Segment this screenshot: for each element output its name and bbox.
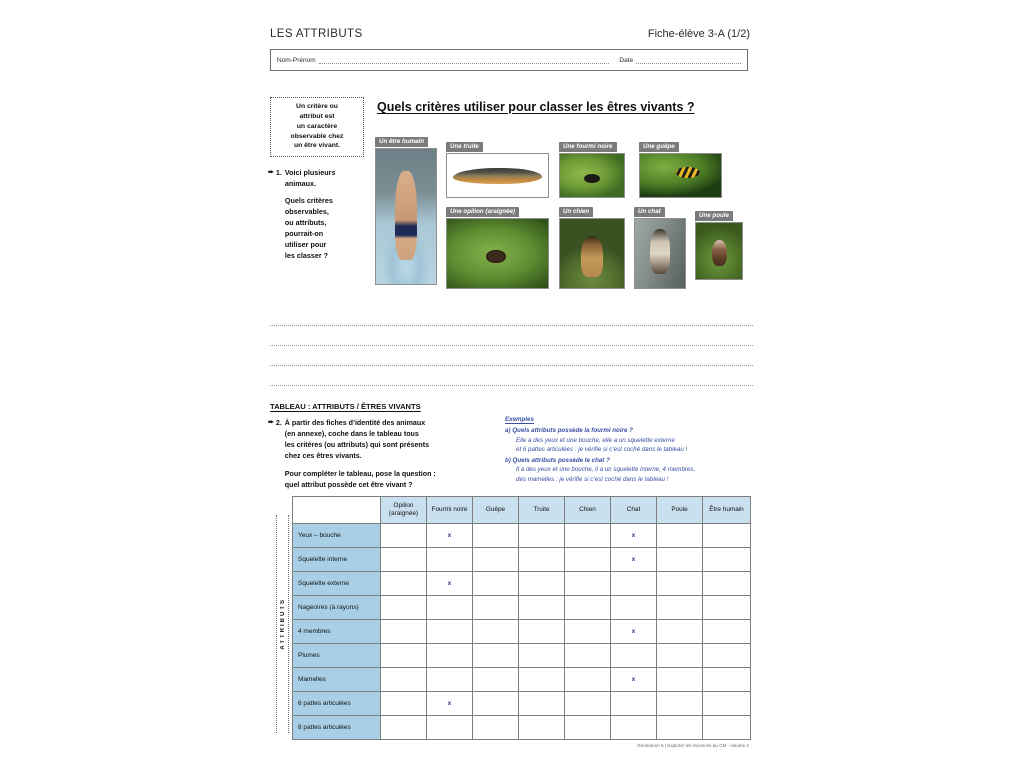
q2-line-5: Pour compléter le tableau, pose la question :	[284, 469, 436, 478]
table-cell[interactable]	[565, 548, 611, 572]
q1-line-8: les classer ?	[284, 250, 329, 260]
photo-image-cat	[634, 218, 686, 289]
table-header-row	[293, 497, 751, 524]
table-cell[interactable]	[657, 524, 703, 548]
table-row-header: Squelette externe	[293, 572, 381, 596]
table-cell[interactable]	[703, 716, 751, 740]
photo-label-trout: Une truite	[446, 142, 483, 152]
photo-label-cat: Un chat	[634, 207, 665, 217]
table-row	[293, 620, 751, 644]
attributes-table-body	[293, 524, 751, 740]
table-row	[293, 548, 751, 572]
q2-line-2: (en annexe), coche dans le tableau tous	[284, 429, 419, 438]
table-row-header: Squelette interne	[293, 548, 381, 572]
table-cell[interactable]	[657, 644, 703, 668]
table-cell[interactable]	[473, 620, 519, 644]
table-row-header: Plumes	[293, 644, 381, 668]
table-cell[interactable]	[381, 596, 427, 620]
table-row-header: Mamelles	[293, 668, 381, 692]
callout-line-4: observable chez	[290, 132, 344, 140]
table-cell[interactable]	[427, 548, 473, 572]
table-cell[interactable]	[473, 524, 519, 548]
table-cell[interactable]	[519, 572, 565, 596]
table-col-truite: Truite	[519, 497, 565, 524]
definition-callout	[270, 97, 364, 157]
table-cell-checked[interactable]: x	[427, 692, 473, 716]
answer-line-3[interactable]	[270, 346, 753, 366]
q2-line-6: quel attribut possède cet être vivant ?	[284, 480, 413, 489]
table-row	[293, 572, 751, 596]
example-a-answer-line-2: et 6 pattes articulées : je vérifie si c’est coché dans le tableau !	[516, 445, 688, 453]
table-cell[interactable]	[703, 668, 751, 692]
table-cell[interactable]	[427, 596, 473, 620]
table-cell[interactable]	[657, 548, 703, 572]
q1-line-4: observables,	[284, 206, 329, 216]
table-cell[interactable]	[381, 524, 427, 548]
photo-card-ant	[559, 135, 625, 198]
photo-card-cat	[634, 200, 686, 289]
table-row	[293, 644, 751, 668]
photo-label-wasp: Une guêpe	[639, 142, 679, 152]
table-cell[interactable]	[565, 644, 611, 668]
table-row-header: 8 pattes articulées	[293, 716, 381, 740]
photo-card-opilion	[446, 200, 549, 289]
table-cell[interactable]	[703, 524, 751, 548]
q1-line-5: ou attributs,	[284, 217, 327, 227]
table-cell[interactable]	[519, 716, 565, 740]
photo-card-hen	[695, 204, 743, 280]
table-cell[interactable]	[473, 548, 519, 572]
table-cell-checked[interactable]: x	[611, 524, 657, 548]
table-cell[interactable]	[703, 548, 751, 572]
examples-heading: Exemples	[505, 416, 534, 423]
table-cell[interactable]	[611, 716, 657, 740]
worksheet-page	[265, 0, 755, 768]
photo-label-ant: Une fourmi noire	[559, 142, 617, 152]
table-cell[interactable]	[565, 572, 611, 596]
table-cell[interactable]	[427, 716, 473, 740]
table-cell[interactable]	[381, 572, 427, 596]
example-b-answer-line-1: Il a des yeux et une bouche, il a un squelette interne, 4 membres,	[516, 466, 696, 474]
table-col-opilion: Opilion (araignée)	[381, 497, 427, 524]
table-cell[interactable]	[611, 644, 657, 668]
q1-line-7: utiliser pour	[284, 239, 327, 249]
table-cell[interactable]	[473, 668, 519, 692]
table-cell[interactable]	[473, 596, 519, 620]
example-b-answer-line-2: des mamelles : je vérifie si c’est coché dans le tableau !	[516, 475, 669, 483]
table-row-header: 6 pattes articulées	[293, 692, 381, 716]
photo-card-wasp	[639, 135, 722, 198]
table-col-poule: Poule	[657, 497, 703, 524]
table-cell-checked[interactable]: x	[427, 572, 473, 596]
callout-line-3: un caractère	[296, 122, 338, 130]
photo-image-hen	[695, 222, 743, 280]
photo-image-dog	[559, 218, 625, 289]
examples-block	[505, 415, 755, 484]
table-cell[interactable]	[657, 668, 703, 692]
table-cell[interactable]	[611, 692, 657, 716]
photo-label-hen: Une poule	[695, 211, 733, 221]
photo-image-trout	[446, 153, 549, 198]
photo-label-opilion: Une opilion (araignée)	[446, 207, 519, 217]
answer-line-2[interactable]	[270, 326, 753, 346]
photo-image-opilion	[446, 218, 549, 289]
q1-line-6: pourrait-on	[284, 228, 324, 238]
example-a-question: a) Quels attributs possède la fourmi noire ?	[505, 427, 633, 435]
table-cell[interactable]	[381, 716, 427, 740]
table-cell[interactable]	[519, 620, 565, 644]
table-cell[interactable]	[473, 692, 519, 716]
table-cell[interactable]	[427, 644, 473, 668]
question-1-number: 1.	[275, 168, 282, 177]
example-a-answer-line-1: Elle a des yeux et une bouche, elle a un squelette externe	[516, 436, 675, 444]
table-cell[interactable]	[473, 644, 519, 668]
student-identity-box	[270, 49, 748, 71]
table-cell[interactable]	[703, 644, 751, 668]
table-col-chien: Chien	[565, 497, 611, 524]
table-cell[interactable]	[519, 644, 565, 668]
table-cell[interactable]	[657, 596, 703, 620]
question-2-text	[285, 418, 436, 491]
table-cell[interactable]	[565, 524, 611, 548]
main-heading: Quels critères utiliser pour classer les êtres vivants ?	[377, 100, 695, 114]
photo-image-wasp	[639, 153, 722, 198]
table-cell-checked[interactable]: x	[427, 524, 473, 548]
table-cell[interactable]	[565, 620, 611, 644]
table-row	[293, 524, 751, 548]
table-cell[interactable]	[473, 572, 519, 596]
table-cell[interactable]	[565, 716, 611, 740]
table-cell[interactable]	[611, 572, 657, 596]
attributs-rail	[276, 515, 289, 733]
q1-line-3: Quels critères	[284, 195, 333, 205]
table-col-chat: Chat	[611, 497, 657, 524]
table-cell[interactable]	[703, 596, 751, 620]
table-cell[interactable]	[657, 716, 703, 740]
table-cell[interactable]	[427, 620, 473, 644]
table-cell[interactable]	[381, 692, 427, 716]
table-row-header: 4 membres	[293, 620, 381, 644]
callout-line-2: attribut est	[299, 112, 335, 120]
page-footer: Génération 5 | Explorer les Sciences au CM - volume 2	[636, 743, 749, 748]
photo-label-human: Un être humain	[375, 137, 428, 147]
table-cell[interactable]	[519, 524, 565, 548]
table-cell[interactable]	[703, 572, 751, 596]
table-cell[interactable]	[427, 668, 473, 692]
table-corner-cell	[293, 497, 381, 524]
attributes-table	[292, 496, 751, 740]
section-2-title: TABLEAU : ATTRIBUTS / ÊTRES VIVANTS	[270, 402, 421, 411]
table-cell[interactable]	[565, 692, 611, 716]
arrow-marker-icon-2: ➨	[268, 419, 274, 426]
table-cell[interactable]	[381, 644, 427, 668]
table-cell[interactable]	[473, 716, 519, 740]
table-col-fourmi: Fourmi noire	[427, 497, 473, 524]
callout-line-1: Un critère ou	[296, 103, 338, 110]
arrow-marker-icon: ➨	[268, 169, 274, 176]
attributs-rail-label: ATTRIBUTS	[279, 598, 286, 650]
example-b-question: b) Quels attributs possède le chat ?	[505, 457, 610, 465]
photo-label-dog: Un chien	[559, 207, 593, 217]
table-cell[interactable]	[657, 692, 703, 716]
animal-photo-grid	[375, 130, 755, 290]
table-row-header: Nageoires (à rayons)	[293, 596, 381, 620]
table-cell-checked[interactable]: x	[611, 668, 657, 692]
table-cell[interactable]	[611, 596, 657, 620]
page-title: LES ATTRIBUTS	[270, 28, 363, 40]
page-header	[270, 28, 750, 40]
date-field-label: Date	[619, 56, 634, 64]
name-input[interactable]	[319, 56, 610, 64]
table-col-etre-humain: Être humain	[703, 497, 751, 524]
photo-image-human	[375, 148, 437, 285]
q2-line-3: les critères (ou attributs) qui sont présents	[284, 440, 430, 449]
table-row-header: Yeux – bouche	[293, 524, 381, 548]
callout-line-5: un être vivant.	[293, 142, 341, 150]
table-cell[interactable]	[657, 572, 703, 596]
question-1-text	[285, 168, 336, 262]
table-row	[293, 692, 751, 716]
table-cell-checked[interactable]: x	[611, 548, 657, 572]
table-cell[interactable]	[703, 692, 751, 716]
table-cell[interactable]	[703, 620, 751, 644]
table-row	[293, 668, 751, 692]
table-cell[interactable]	[381, 668, 427, 692]
date-input[interactable]	[636, 56, 741, 64]
question-2	[268, 418, 496, 491]
q2-line-1: À partir des fiches d’identité des animaux	[284, 419, 426, 427]
photo-card-dog	[559, 200, 625, 289]
table-cell[interactable]	[519, 548, 565, 572]
table-row	[293, 596, 751, 620]
table-cell[interactable]	[657, 620, 703, 644]
answer-line-4[interactable]	[270, 366, 753, 386]
table-cell[interactable]	[565, 596, 611, 620]
photo-card-trout	[446, 135, 549, 198]
table-cell[interactable]	[381, 620, 427, 644]
photo-card-human	[375, 130, 437, 285]
q1-line-2: animaux.	[284, 178, 317, 188]
table-cell[interactable]	[565, 668, 611, 692]
photo-image-ant	[559, 153, 625, 198]
name-field-label: Nom-Prénom	[277, 56, 316, 64]
answer-lines	[270, 306, 753, 386]
table-cell[interactable]	[519, 668, 565, 692]
answer-line-1[interactable]	[270, 306, 753, 326]
table-cell[interactable]	[519, 692, 565, 716]
table-cell[interactable]	[519, 596, 565, 620]
table-row	[293, 716, 751, 740]
table-cell[interactable]	[381, 548, 427, 572]
sheet-reference: Fiche-élève 3-A (1/2)	[647, 28, 750, 40]
table-cell-checked[interactable]: x	[611, 620, 657, 644]
q2-line-4: chez ces êtres vivants.	[284, 451, 362, 460]
q1-line-1: Voici plusieurs	[284, 168, 336, 177]
table-col-guepe: Guêpe	[473, 497, 519, 524]
question-1	[268, 168, 372, 262]
question-2-number: 2.	[275, 419, 282, 427]
